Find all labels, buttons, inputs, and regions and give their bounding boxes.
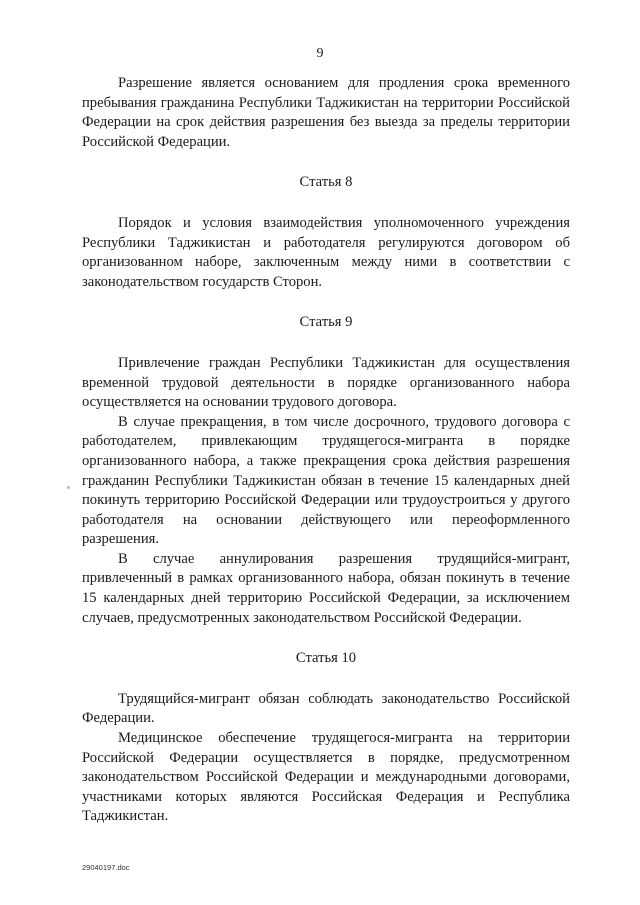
scan-speck [67,486,70,489]
document-body [82,74,570,827]
paragraph-article-10-1: Трудящийся-мигрант обязан соблюдать законодательство Российской Федерации. [82,690,570,727]
paragraph-article-9-3: В случае аннулирования разрешения трудящийся-мигрант, привлеченный в рамках организованного набора, обязан покинуть в течение 15 календарных дней территорию Российской Федерации, за исключением случаев, предусмотренных законодательством Российской Федерации. [82,550,570,626]
paragraph-permit-basis: Разрешение является основанием для продления срока временного пребывания гражданина Республики Таджикистан на территории Российской Федерации на срок действия разрешения без выезда за пределы территории Российской Федерации. [82,75,570,150]
paragraph-article-9-1: Привлечение граждан Республики Таджикистан для осуществления временной трудовой деятельности в порядке организованного набора осуществляется на основании трудового договора. [82,354,570,411]
paragraph-article-8: Порядок и условия взаимодействия уполномоченного учреждения Республики Таджикистан и работодателя регулируются договором об организованном наборе, заключенным между ними в соответствии с законодательством государств Сторон. [82,214,570,290]
article-heading-9: Статья 9 [299,314,353,331]
paragraph-article-9-2: В случае прекращения, в том числе досрочного, трудового договора с работодателем, привлекающим трудящегося-мигранта в порядке организованного набора, а также прекращения срока действия разрешения гражданин Республики Таджикистан обязан в течение 15 календарных дней покинуть территорию Российской Федерации или трудоустроиться у другого работодателя на основании действующего или переоформленного разрешения. [82,413,570,548]
article-heading-8: Статья 8 [299,174,353,191]
article-heading-10: Статья 10 [295,650,357,667]
page-number: 9 [316,46,324,61]
paragraph-article-10-2: Медицинское обеспечение трудящегося-мигранта на территории Российской Федерации осуществляется в порядке, предусмотренном законодательством Российской Федерации и международными договорами, участниками которых являются Российская Федерация и Республика Таджикистан. [82,730,570,825]
footer-file-code: 29040197.doc [82,863,130,872]
